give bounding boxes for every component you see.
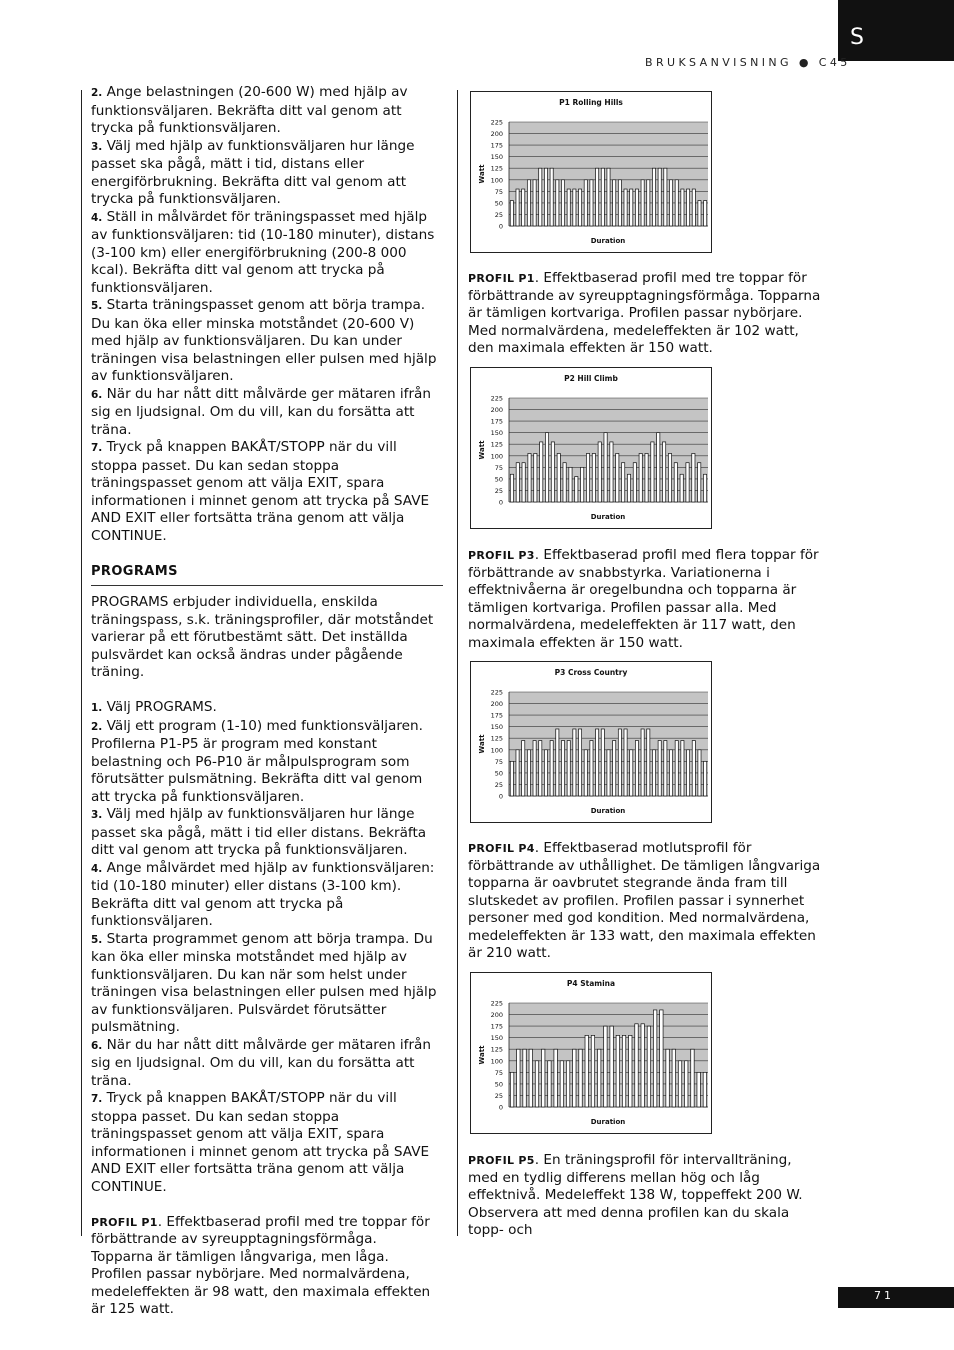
bar <box>692 189 695 226</box>
bar <box>624 189 627 226</box>
bar <box>635 1024 638 1107</box>
bar <box>672 1049 675 1107</box>
bar <box>647 1026 650 1107</box>
profile-p1-rolling-description: PROFIL P1. Effektbaserad profil med tre toppar för förbättrande av syreupptagningsförmåga. Topparna är tämligen långvariga, men låga. Profilen passar nybörjare. Med normalvärdena, medeleffekten är 98 watt, den maximala effekten är 125 watt. <box>91 1213 431 1317</box>
bar <box>573 1049 576 1107</box>
bar <box>641 1024 644 1107</box>
bar <box>510 474 513 502</box>
chart-svg <box>471 973 711 1133</box>
bar <box>579 189 582 226</box>
y-axis-label: Watt <box>478 734 486 754</box>
bar <box>604 1026 607 1107</box>
chart-title: P2 Hill Climb <box>564 374 618 383</box>
bar <box>629 1035 632 1107</box>
step-5: 5. Starta träningspasset genom att börja trampa. Du kan öka eller minska motståndet (20-600 V) med hjälp av funktionsväljaren. Du kan under träningen visa belastningen eller pulsen med hjälp av funktionsväljaren. <box>91 297 437 384</box>
y-tick-label: 175 <box>490 417 503 426</box>
step-6: 6. När du har nått ditt målvärde ger mätaren ifrån sig en ljudsignal. Om du vill, kan du forsätta att träna. <box>91 385 431 438</box>
bar <box>613 741 616 796</box>
bar <box>635 741 638 796</box>
bar <box>697 1072 700 1107</box>
bar <box>539 168 542 226</box>
bar <box>566 1061 569 1107</box>
bar <box>596 729 599 796</box>
y-tick-label: 25 <box>494 210 503 219</box>
bar <box>664 741 667 796</box>
chart-title: P1 Rolling Hills <box>559 98 623 107</box>
bar <box>616 453 619 502</box>
bar <box>522 741 525 796</box>
bar <box>584 180 587 226</box>
chart-svg <box>471 368 711 528</box>
bar <box>535 1061 538 1107</box>
bar <box>590 180 593 226</box>
bar <box>579 729 582 796</box>
bar <box>598 442 601 502</box>
bar <box>610 442 613 502</box>
profile-p3-description: PROFIL P3. Effektbaserad profil med flera toppar för förbättrande av snabbstyrka. Variationerna i effektnivåerna är oregelbundna och topparna är tämligen kortvariga. Profilen passar alla. Med normalvärdena, medeleffekten är 117 watt, den maximala effekten är 150 watt. <box>468 547 819 651</box>
bar <box>563 463 566 502</box>
chart-p2-hill-climb <box>470 367 712 529</box>
bar <box>516 463 519 502</box>
bar <box>660 1010 663 1107</box>
y-tick-label: 200 <box>490 1011 503 1020</box>
bar <box>681 189 684 226</box>
y-tick-label: 175 <box>490 141 503 150</box>
y-tick-label: 50 <box>494 1080 503 1089</box>
bar <box>622 463 625 502</box>
bar <box>698 463 701 502</box>
spacer <box>91 545 443 563</box>
bar <box>561 180 564 226</box>
bar <box>680 474 683 502</box>
bar <box>652 168 655 226</box>
chart-p1-rolling-hills <box>470 91 712 253</box>
x-axis-label: Duration <box>590 513 626 521</box>
bar <box>510 201 513 226</box>
bar <box>691 1049 694 1107</box>
profile-p4-description: PROFIL P4. Effektbaserad motlutsprofil för förbättrande av uthållighet. De tämligen långvariga topparna är oavbrutet stegrande ända fram till slutskedet av profilen. Profilen passar i synnerhet personer med god kondition. Med normalvärdena, medeleffekten är 133 watt, den maximala effekten är 210 watt. <box>468 840 821 961</box>
bar <box>639 453 642 502</box>
bar <box>581 467 584 502</box>
bar <box>556 729 559 796</box>
y-tick-label: 100 <box>490 746 503 755</box>
bar <box>658 168 661 226</box>
y-tick-label: 225 <box>490 688 503 697</box>
bar <box>704 761 707 796</box>
bar <box>556 180 559 226</box>
bar <box>557 453 560 502</box>
profile-p5-description: PROFIL P5. En träningsprofil för intervallträning, med en tydlig differens mellan hög och låg effektnivå. Medeleffekt 138 W, toppeffekt 200 W. Observera att med denna profilen kan du skala topp- och <box>468 1152 803 1238</box>
bar <box>539 741 542 796</box>
bar <box>630 750 633 796</box>
y-tick-label: 125 <box>490 164 503 173</box>
bar <box>544 168 547 226</box>
bar <box>517 1049 520 1107</box>
left-column <box>91 84 443 1319</box>
bar <box>687 189 690 226</box>
chart-svg <box>471 92 711 252</box>
y-tick-label: 125 <box>490 440 503 449</box>
bar <box>541 1049 544 1107</box>
bullet-separator: ● <box>798 56 812 69</box>
running-header <box>645 56 851 69</box>
bar <box>540 442 543 502</box>
bar <box>681 741 684 796</box>
bar <box>604 433 607 502</box>
profile-p1-description: PROFIL P1. Effektbaserad profil med tre toppar för förbättrande av syreupptagningsförmåga. Topparna är tämligen kortvariga. Profilen passar nybörjare. Med normalvärdena, medeleffekten är 102 watt, den maximala effekten är 150 watt. <box>468 270 821 356</box>
y-tick-label: 225 <box>490 999 503 1008</box>
y-tick-label: 0 <box>498 222 503 231</box>
bar <box>675 741 678 796</box>
y-tick-label: 100 <box>490 1057 503 1066</box>
bar <box>692 741 695 796</box>
running-title: BRUKSANVISNING <box>645 56 792 69</box>
bar <box>597 1049 600 1107</box>
bar <box>635 189 638 226</box>
y-tick-label: 150 <box>490 153 503 162</box>
y-axis-label: Watt <box>478 164 486 184</box>
bar <box>607 168 610 226</box>
y-tick-label: 200 <box>490 700 503 709</box>
y-tick-label: 150 <box>490 723 503 732</box>
chart-title: P3 Cross Country <box>554 668 628 677</box>
y-tick-label: 225 <box>490 118 503 127</box>
y-tick-label: 25 <box>494 780 503 789</box>
bar <box>669 750 672 796</box>
y-tick-label: 150 <box>490 1034 503 1043</box>
y-tick-label: 50 <box>494 769 503 778</box>
programs-step-1: 1. Välj PROGRAMS. <box>91 699 217 715</box>
bar <box>658 741 661 796</box>
bar <box>527 180 530 226</box>
y-tick-label: 50 <box>494 199 503 208</box>
programs-step-5: 5. Starta programmet genom att börja trampa. Du kan öka eller minska motståndet med hjälp av funktionsväljaren. Du kan när som helst under träningen visa belastningen eller pulsen med hjälp av funktionsväljaren. Pulsvärdet förutsätter pulsmätning. <box>91 930 437 1035</box>
bar <box>579 1049 582 1107</box>
y-tick-label: 75 <box>494 1068 503 1077</box>
programs-intro: PROGRAMS erbjuder individuella, enskilda träningspass, s.k. träningsprofiler, där motståndet varierar på ett förutbestämt sätt. Det inställda pulsvärdet kan också ändras under pågående träning. <box>91 594 434 680</box>
bar <box>647 729 650 796</box>
y-tick-label: 100 <box>490 176 503 185</box>
bar <box>610 1026 613 1107</box>
step-3: 3. Välj med hjälp av funktionsväljaren hur länge passet ska pågå, mätt i tid, distans eller energiförbrukning. Bekräfta ditt val genom att trycka på funktionsväljaren. <box>91 137 415 207</box>
programs-step-7: 7. Tryck på knappen BAKÅT/STOPP när du vill stoppa passet. Du kan sedan stoppa träningspasset genom att välja EXIT, spara informationen i minnet genom att trycka på SAVE AND EXIT eller fortsätta träna genom att välja CONTINUE. <box>91 1090 430 1195</box>
y-tick-label: 0 <box>498 498 503 507</box>
bar <box>703 474 706 502</box>
step-7: 7. Tryck på knappen BAKÅT/STOPP när du vill stoppa passet. Du kan sedan stoppa träningspasset genom att välja EXIT, spara informationen i minnet genom att trycka på SAVE AND EXIT eller fortsätta träna genom att välja CONTINUE. <box>91 439 430 544</box>
step-2: 2. Ange belastningen (20-600 W) med hjälp av funktionsväljaren. Bekräfta ditt val genom att trycka på funktionsväljaren. <box>91 84 408 136</box>
bar <box>516 189 519 226</box>
bar <box>653 1010 656 1107</box>
bar <box>548 1061 551 1107</box>
y-tick-label: 175 <box>490 711 503 720</box>
y-tick-label: 125 <box>490 1045 503 1054</box>
bar <box>533 741 536 796</box>
bar <box>529 1049 532 1107</box>
bar <box>592 453 595 502</box>
bar <box>522 463 525 502</box>
bar <box>516 750 519 796</box>
bar <box>561 741 564 796</box>
bar <box>692 453 695 502</box>
bar <box>567 189 570 226</box>
y-tick-label: 100 <box>490 452 503 461</box>
bar <box>567 741 570 796</box>
bar <box>591 1035 594 1107</box>
y-tick-label: 75 <box>494 463 503 472</box>
chart-title: P4 Stamina <box>566 979 616 988</box>
bar <box>585 1035 588 1107</box>
bar <box>573 729 576 796</box>
programs-step-3: 3. Välj med hjälp av funktionsväljaren hur länge passet ska pågå, mätt i tid eller distans. Bekräfta ditt val genom att trycka på funktionsväljaren. <box>91 806 427 858</box>
bar <box>569 467 572 502</box>
bar <box>551 442 554 502</box>
x-axis-label: Duration <box>590 1118 626 1126</box>
bar <box>675 180 678 226</box>
bar <box>703 1072 706 1107</box>
bar <box>586 453 589 502</box>
bar <box>687 750 690 796</box>
bar <box>528 453 531 502</box>
language-tab <box>838 0 954 61</box>
bar <box>664 168 667 226</box>
bar <box>698 201 701 226</box>
step-4: 4. Ställ in målvärdet för träningspasset med hjälp av funktionsväljaren: tid (10-180 minuter), distans (3-100 km) eller energiförbrukning (200-8 000 kcal). Bekräfta ditt val genom att trycka på funktionsväljaren. <box>91 208 435 296</box>
bar <box>651 442 654 502</box>
bar <box>523 1049 526 1107</box>
bar <box>607 750 610 796</box>
x-axis-label: Duration <box>590 237 626 245</box>
bar <box>647 180 650 226</box>
y-tick-label: 200 <box>490 130 503 139</box>
bar <box>510 1072 513 1107</box>
bar <box>641 729 644 796</box>
bar <box>669 180 672 226</box>
y-tick-label: 200 <box>490 406 503 415</box>
y-axis-label: Watt <box>478 440 486 460</box>
bar <box>560 1061 563 1107</box>
bar <box>616 1035 619 1107</box>
y-tick-label: 125 <box>490 734 503 743</box>
chart-p3-cross-country <box>470 661 712 823</box>
bar <box>618 180 621 226</box>
y-tick-label: 0 <box>498 1103 503 1112</box>
y-tick-label: 25 <box>494 1091 503 1100</box>
y-axis-label: Watt <box>478 1045 486 1065</box>
bar <box>627 474 630 502</box>
programs-step-4: 4. Ange målvärdet med hjälp av funktionsväljaren: tid (10-180 minuter) eller distans (3-100 km). Bekräfta ditt val genom att trycka på funktionsväljaren. <box>91 859 435 929</box>
bar <box>704 201 707 226</box>
chart-p4-stamina <box>470 972 712 1134</box>
bar <box>545 433 548 502</box>
bar <box>633 463 636 502</box>
y-tick-label: 75 <box>494 757 503 766</box>
bar <box>613 180 616 226</box>
bar <box>522 189 525 226</box>
bar <box>510 761 513 796</box>
bar <box>590 741 593 796</box>
bar <box>624 729 627 796</box>
bar <box>674 463 677 502</box>
right-column-rule <box>457 90 458 1236</box>
chart-svg <box>471 662 711 822</box>
bar <box>666 1049 669 1107</box>
bar <box>527 750 530 796</box>
left-column-rule <box>81 90 82 1236</box>
bar <box>618 729 621 796</box>
bar <box>601 168 604 226</box>
x-axis-label: Duration <box>590 807 626 815</box>
bar <box>686 463 689 502</box>
bar <box>645 453 648 502</box>
bar <box>575 477 578 502</box>
bar <box>550 168 553 226</box>
bar <box>550 741 553 796</box>
bar <box>596 168 599 226</box>
language-tab-letter: S <box>850 25 864 50</box>
bar <box>544 750 547 796</box>
page-number: 71 <box>874 1289 894 1302</box>
programs-heading: PROGRAMS <box>91 563 443 587</box>
y-tick-label: 150 <box>490 429 503 438</box>
model-name: C45 <box>818 56 851 69</box>
y-tick-label: 175 <box>490 1022 503 1031</box>
page-number-box <box>838 1287 954 1308</box>
bar <box>622 1035 625 1107</box>
bar <box>652 750 655 796</box>
bar <box>554 1049 557 1107</box>
spacer <box>91 1196 443 1214</box>
bar <box>657 433 660 502</box>
bar <box>630 189 633 226</box>
bar <box>601 729 604 796</box>
plot-area <box>509 398 708 502</box>
y-tick-label: 225 <box>490 394 503 403</box>
bar <box>662 442 665 502</box>
bar <box>533 180 536 226</box>
y-tick-label: 75 <box>494 187 503 196</box>
bar <box>534 453 537 502</box>
bar <box>698 750 701 796</box>
y-tick-label: 25 <box>494 486 503 495</box>
bar <box>668 453 671 502</box>
y-tick-label: 0 <box>498 792 503 801</box>
y-tick-label: 50 <box>494 475 503 484</box>
programs-step-2: 2. Välj ett program (1-10) med funktionsväljaren. Profilerna P1-P5 är program med konstant belastning och P6-P10 är målpulsprogram som förutsätter pulsmätning. Bekräfta ditt val genom att trycka på funktionsväljaren. <box>91 717 423 805</box>
bar <box>584 750 587 796</box>
bar <box>573 189 576 226</box>
programs-step-6: 6. När du har nått ditt målvärde ger mätaren ifrån sig en ljudsignal. Om du vill, kan du forsätta att träna. <box>91 1036 431 1089</box>
bar <box>678 1061 681 1107</box>
spacer <box>91 682 443 700</box>
bar <box>641 180 644 226</box>
bar <box>685 1061 688 1107</box>
